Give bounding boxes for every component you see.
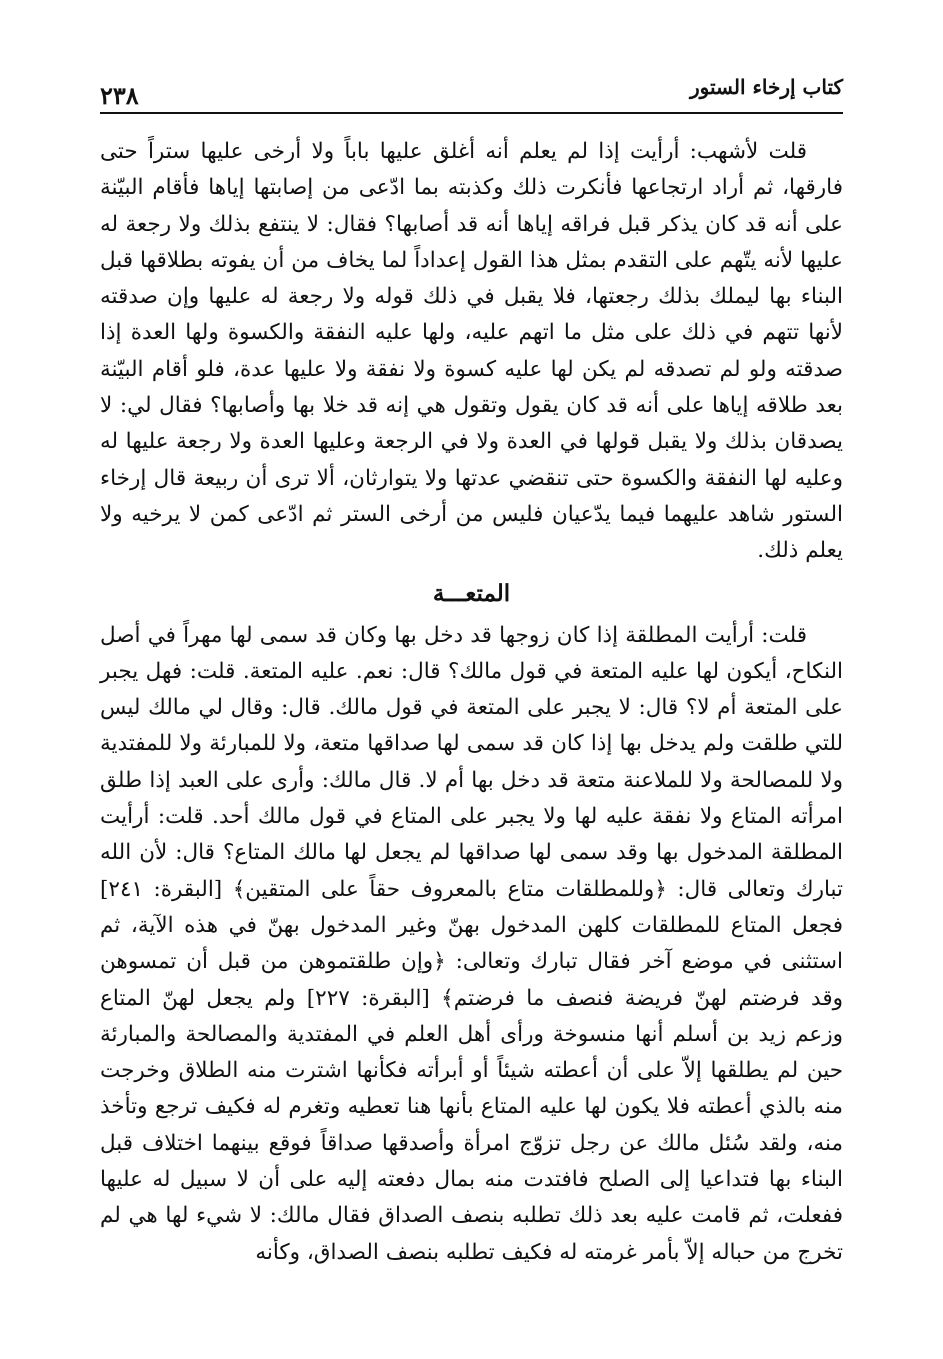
paragraph-1: قلت لأشهب: أرأيت إذا لم يعلم أنه أغلق عليها باباً ولا أرخى عليها ستراً حتى فارقها، ثم أراد ارتجاعها فأنكرت ذلك وكذبته بما ادّعى من إصابتها إياها فأقام البيّنة على أنه قد كان يذكر قبل فراقه إياها أنه قد أصابها؟ فقال: لا ينتفع بذلك ولا رجعة له عليها لأنه يتّهم على التقدم بمثل هذا القول إعداداً لما يخاف من أن يفوته بطلاقها قبل البناء بها ليملك بذلك رجعتها، فلا يقبل في ذلك قوله ولا رجعة له عليها وإن صدقته لأنها تتهم في ذلك على مثل ما اتهم عليه، ولها عليه النفقة والكسوة ولها العدة إذا صدقته ولو لم تصدقه لم يكن لها عليه كسوة ولا نفقة ولا عليها عدة، فلو أقام البيّنة بعد طلاقه إياها على أنه قد كان يقول وتقول هي إنه قد خلا بها وأصابها؟ فقال لي: لا يصدقان بذلك ولا يقبل قولها في العدة ولا في الرجعة وعليها العدة ولا رجعة عليها له وعليه لها النفقة والكسوة حتى تنقضي عدتها ولا يتوارثان، ألا ترى أن ربيعة قال إرخاء الستور شاهد عليهما فيما يدّعيان فليس من أرخى الستر ثم ادّعى كمن لا يرخيه ولا يعلم ذلك.: [100, 139, 843, 564]
section-heading: المتعـــة: [432, 579, 511, 607]
book-title: كتاب إرخاء الستور: [690, 75, 843, 99]
header-rule: [100, 112, 843, 114]
page-number: ٢٣٨: [100, 81, 139, 110]
running-header: [100, 74, 843, 112]
body-text: [100, 134, 843, 1271]
paragraph-2: قلت: أرأيت المطلقة إذا كان زوجها قد دخل بها وكان قد سمى لها مهراً في أصل النكاح، أيكون لها عليه المتعة في قول مالك؟ قال: نعم. عليه المتعة. قلت: فهل يجبر على المتعة أم لا؟ قال: لا يجبر على المتعة في قول مالك. قال: وقال لي مالك ليس للتي طلقت ولم يدخل بها إذا كان قد سمى لها صداقها متعة، ولا للمبارئة ولا للمفتدية ولا للمصالحة ولا للملاعنة متعة قد دخل بها أم لا. قال مالك: وأرى على العبد إذا طلق امرأته المتاع ولا نفقة عليه لها ولا يجبر على المتاع في قول مالك أحد. قلت: أرأيت المطلقة المدخول بها وقد سمى لها صداقها لم يجعل لها مالك المتاع؟ قال: لأن الله تبارك وتعالى قال: ﴿وللمطلقات متاع بالمعروف حقاً على المتقين﴾ [البقرة: ٢٤١] فجعل المتاع للمطلقات كلهن المدخول بهنّ وغير المدخول بهنّ في هذه الآية، ثم استثنى في موضع آخر فقال تبارك وتعالى: ﴿وإن طلقتموهن من قبل أن تمسوهن وقد فرضتم لهنّ فريضة فنصف ما فرضتم﴾ [البقرة: ٢٢٧] ولم يجعل لهنّ المتاع وزعم زيد بن أسلم أنها منسوخة ورأى أهل العلم في المفتدية والمصالحة والمبارئة حين لم يطلقها إلاّ على أن أعطته شيئاً أو أبرأته فكأنها اشترت منه الطلاق وخرجت منه بالذي أعطته فلا يكون لها عليه المتاع بأنها هنا تعطيه وتغرم له فكيف ترجع وتأخذ منه، ولقد سُئل مالك عن رجل تزوّج امرأة وأصدقها صداقاً فوقع بينهما اختلاف قبل البناء بها فتداعيا إلى الصلح فافتدت منه بمال دفعته إليه على أن لا سبيل له عليها ففعلت، ثم قامت عليه بعد ذلك تطلبه بنصف الصداق فقال مالك: لا شيء لها هي لم تخرج من حباله إلاّ بأمر غرمته له فكيف تطلبه بنصف الصداق، وكأنه: [100, 622, 843, 1265]
